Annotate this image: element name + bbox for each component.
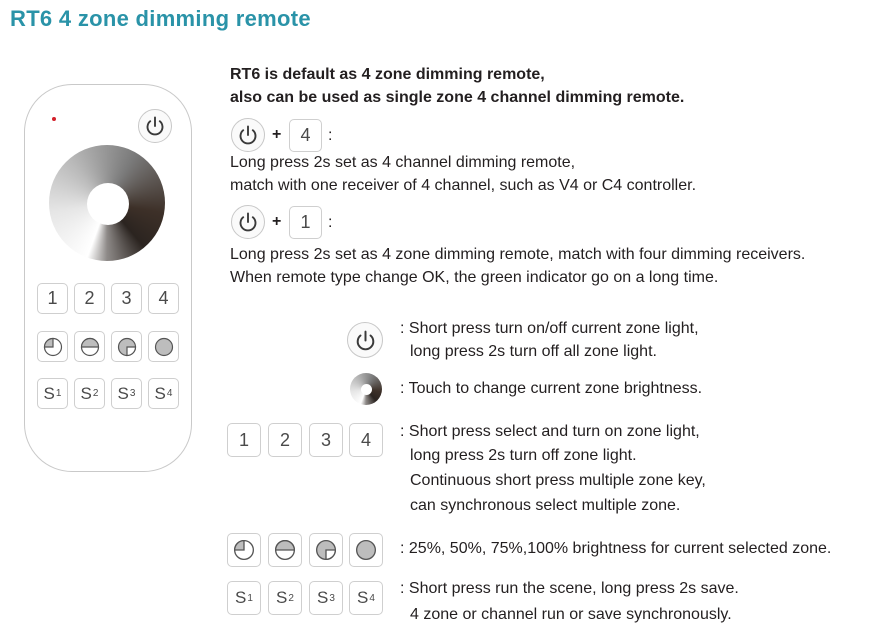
touch-wheel-icon	[350, 373, 382, 405]
remote-zone-key-4[interactable]: 4	[148, 283, 179, 314]
legend-zones-line-3: Continuous short press multiple zone key,	[410, 472, 706, 489]
combo1-plus: +	[272, 126, 282, 143]
brightness-75-icon	[117, 337, 137, 357]
remote-scene-key-3[interactable]: S 3	[111, 378, 142, 409]
legend-power-line-1: : Short press turn on/off current zone light,	[400, 320, 699, 337]
combo1-line-2: match with one receiver of 4 channel, such as V4 or C4 controller.	[230, 177, 697, 194]
legend-scene-key-1: S 1	[227, 581, 261, 615]
remote-brightness-50-button[interactable]	[74, 331, 105, 362]
combo2-power-button	[231, 205, 265, 239]
remote-zone-key-1[interactable]: 1	[37, 283, 68, 314]
legend-wheel-line-1: : Touch to change current zone brightness.	[400, 380, 703, 397]
remote-scene-key-2[interactable]: S 2	[74, 378, 105, 409]
brightness-50-icon	[80, 337, 100, 357]
legend-scene-key-4: S 4	[349, 581, 383, 615]
combo2-line-1: Long press 2s set as 4 zone dimming remote, match with four dimming receivers.	[230, 246, 806, 263]
indicator-led	[52, 117, 56, 121]
remote-brightness-100-button[interactable]	[148, 331, 179, 362]
remote-zone-key-2[interactable]: 2	[74, 283, 105, 314]
legend-brightness-25	[227, 533, 261, 567]
power-icon	[143, 114, 167, 138]
remote-power-button[interactable]	[138, 109, 172, 143]
remote-scene-key-1[interactable]: S 1	[37, 378, 68, 409]
legend-zone-key-2: 2	[268, 423, 302, 457]
brightness-100-icon	[355, 539, 377, 561]
legend-scene-key-2: S 2	[268, 581, 302, 615]
legend-scenes-line-1: : Short press run the scene, long press 2s save.	[400, 580, 739, 597]
power-icon	[236, 210, 260, 234]
legend-scenes-line-2: 4 zone or channel run or save synchronously.	[410, 606, 732, 623]
brightness-25-icon	[233, 539, 255, 561]
legend-zones-line-1: : Short press select and turn on zone light,	[400, 423, 700, 440]
combo2-line-2: When remote type change OK, the green indicator go on a long time.	[230, 269, 719, 286]
legend-brightness-100	[349, 533, 383, 567]
legend-zone-key-1: 1	[227, 423, 261, 457]
intro-line-1: RT6 is default as 4 zone dimming remote,	[230, 66, 545, 83]
legend-power-button	[347, 322, 383, 358]
remote-brightness-25-button[interactable]	[37, 331, 68, 362]
brightness-100-icon	[154, 337, 174, 357]
brightness-75-icon	[315, 539, 337, 561]
legend-scene-key-3: S 3	[309, 581, 343, 615]
legend-brightness-75	[309, 533, 343, 567]
page-title: RT6 4 zone dimming remote	[10, 6, 311, 31]
remote-scene-key-4[interactable]: S 4	[148, 378, 179, 409]
remote-body	[24, 84, 192, 472]
combo2-colon: :	[328, 214, 333, 231]
remote-zone-key-3[interactable]: 3	[111, 283, 142, 314]
legend-brightness-line-1: : 25%, 50%, 75%,100% brightness for current selected zone.	[400, 540, 832, 557]
combo1-power-button	[231, 118, 265, 152]
power-icon	[353, 328, 378, 353]
combo1-line-1: Long press 2s set as 4 channel dimming remote,	[230, 154, 576, 171]
combo2-key: 1	[289, 206, 322, 239]
brightness-50-icon	[274, 539, 296, 561]
legend-brightness-50	[268, 533, 302, 567]
combo1-key: 4	[289, 119, 322, 152]
remote-touch-wheel[interactable]	[49, 145, 165, 261]
remote-brightness-75-button[interactable]	[111, 331, 142, 362]
intro-line-2: also can be used as single zone 4 channel dimming remote.	[230, 89, 685, 106]
power-icon	[236, 123, 260, 147]
legend-zone-key-4: 4	[349, 423, 383, 457]
legend-power-line-2: long press 2s turn off all zone light.	[410, 343, 657, 360]
legend-zone-key-3: 3	[309, 423, 343, 457]
brightness-25-icon	[43, 337, 63, 357]
combo2-plus: +	[272, 213, 282, 230]
combo1-colon: :	[328, 127, 333, 144]
legend-zones-line-4: can synchronous select multiple zone.	[410, 497, 681, 514]
legend-zones-line-2: long press 2s turn off zone light.	[410, 447, 637, 464]
